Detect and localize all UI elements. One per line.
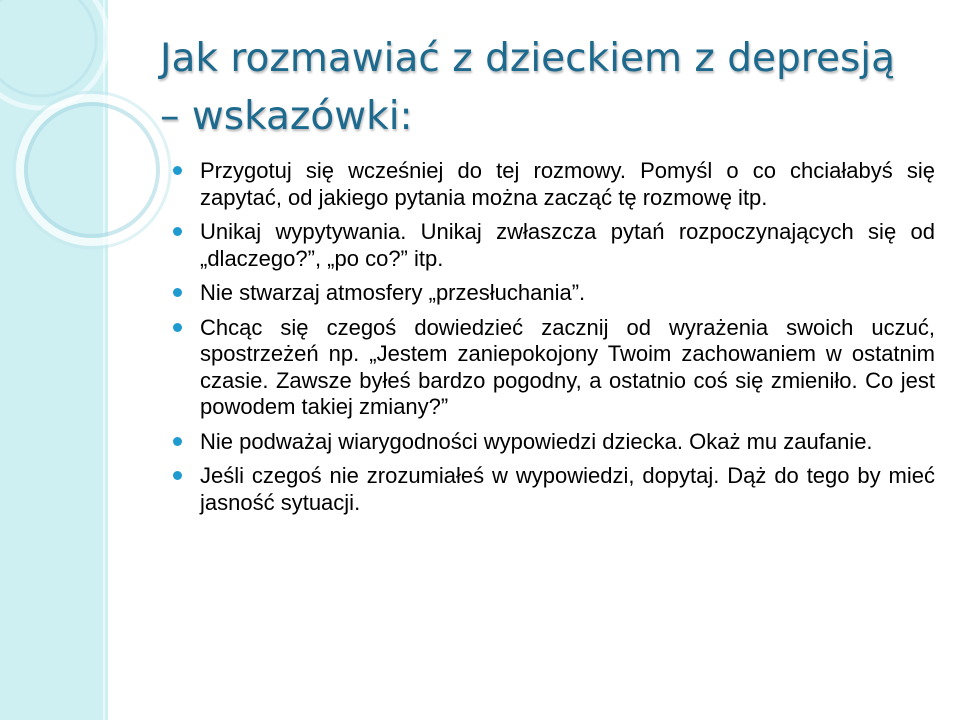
bullet-dot-icon (173, 437, 182, 446)
bullet-text: Chcąc się czegoś dowiedzieć zacznij od wyrażenia swoich uczuć, spostrzeżeń np. „Jestem zaniepokojony Twoim zachowaniem w ostatnim czasie. Zawsze byłeś bardzo pogodny, a ostatnio coś się zmieniło. Co jest powodem takiej zmiany?” (200, 314, 935, 419)
bullet-item (200, 219, 935, 272)
bullet-item (200, 315, 935, 421)
bullet-item (200, 463, 935, 516)
bullet-list (200, 158, 935, 524)
bullet-dot-icon (173, 471, 182, 480)
bullet-text: Nie podważaj wiarygodności wypowiedzi dziecka. Okaż mu zaufanie. (200, 428, 873, 454)
bullet-item (200, 158, 935, 211)
bullet-item (200, 429, 935, 456)
slide-title: Jak rozmawiać z dzieckiem z depresją – wskazówki: (160, 36, 896, 139)
bullet-dot-icon (173, 288, 182, 297)
bullet-dot-icon (173, 166, 182, 175)
bullet-dot-icon (173, 323, 182, 332)
bullet-item (200, 280, 935, 307)
bullet-text: Nie stwarzaj atmosfery „przesłuchania”. (200, 280, 586, 305)
bullet-text: Unikaj wypytywania. Unikaj zwłaszcza pytań rozpoczynających się od „dlaczego?”, „po co?” itp. (200, 219, 935, 271)
bullet-dot-icon (173, 227, 182, 236)
bullet-text: Jeśli czegoś nie zrozumiałeś w wypowiedzi, dopytaj. Dąż do tego by mieć jasność sytuacji. (200, 463, 935, 515)
bullet-text: Przygotuj się wcześniej do tej rozmowy. Pomyśl o co chciałabyś się zapytać, od jakiego pytania można zacząć tę rozmowę itp. (200, 158, 935, 210)
